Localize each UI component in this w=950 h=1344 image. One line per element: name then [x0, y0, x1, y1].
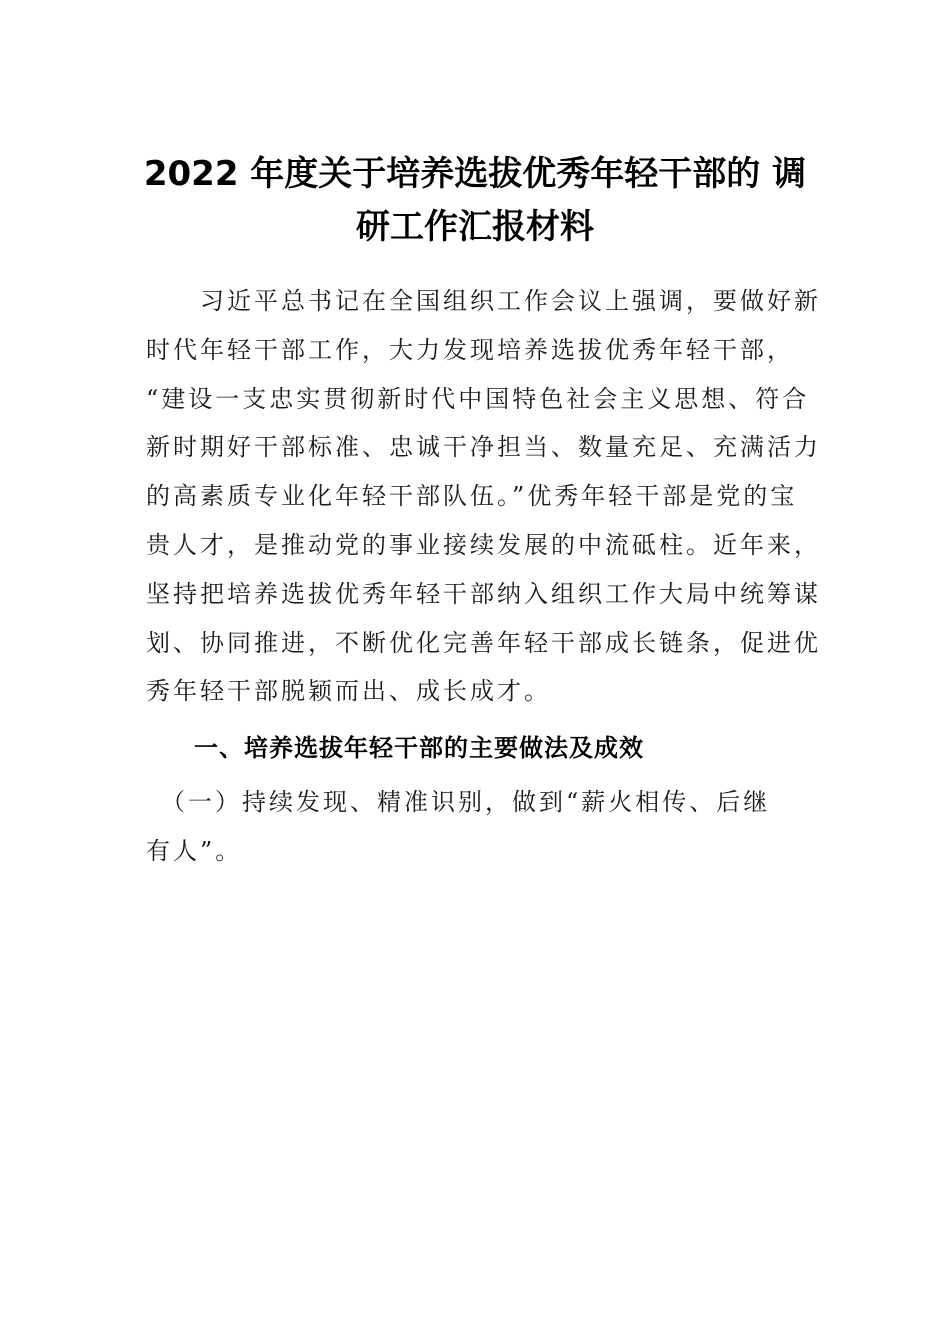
intro-line: 新时期好干部标准、忠诚干净担当、数量充足、充满活力 — [146, 433, 821, 462]
subsection-line: 有人”。 — [146, 836, 243, 865]
intro-line: 坚持把培养选拔优秀年轻干部纳入组织工作大局中统筹谋 — [146, 579, 821, 608]
section-heading: 一、培养选拔年轻干部的主要做法及成效 — [194, 734, 644, 762]
intro-line: 时代年轻干部工作，大力发现培养选拔优秀年轻干部， — [146, 335, 794, 364]
intro-line: 划、协同推进，不断优化完善年轻干部成长链条，促进优 — [146, 628, 821, 657]
title-line-1: 2022 年度关于培养选拔优秀年轻干部的 调 — [143, 154, 807, 194]
subsection-paragraph — [146, 778, 806, 876]
title-line-2: 研工作汇报材料 — [356, 207, 594, 247]
intro-line: 的高素质专业化年轻干部队伍。”优秀年轻干部是党的宝 — [146, 482, 798, 511]
intro-line: 习近平总书记在全国组织工作会议上强调，要做好新 — [146, 287, 821, 315]
intro-line: “建设一支忠实贯彻新时代中国特色社会主义思想、符合 — [146, 384, 810, 413]
document-title — [140, 148, 810, 254]
subsection-line: （一）持续发现、精准识别，做到“薪火相传、后继 — [146, 788, 771, 816]
intro-line: 贵人才，是推动党的事业接续发展的中流砥柱。近年来， — [146, 530, 821, 559]
intro-line: 秀年轻干部脱颖而出、成长成才。 — [146, 677, 551, 706]
intro-paragraph — [146, 277, 821, 716]
